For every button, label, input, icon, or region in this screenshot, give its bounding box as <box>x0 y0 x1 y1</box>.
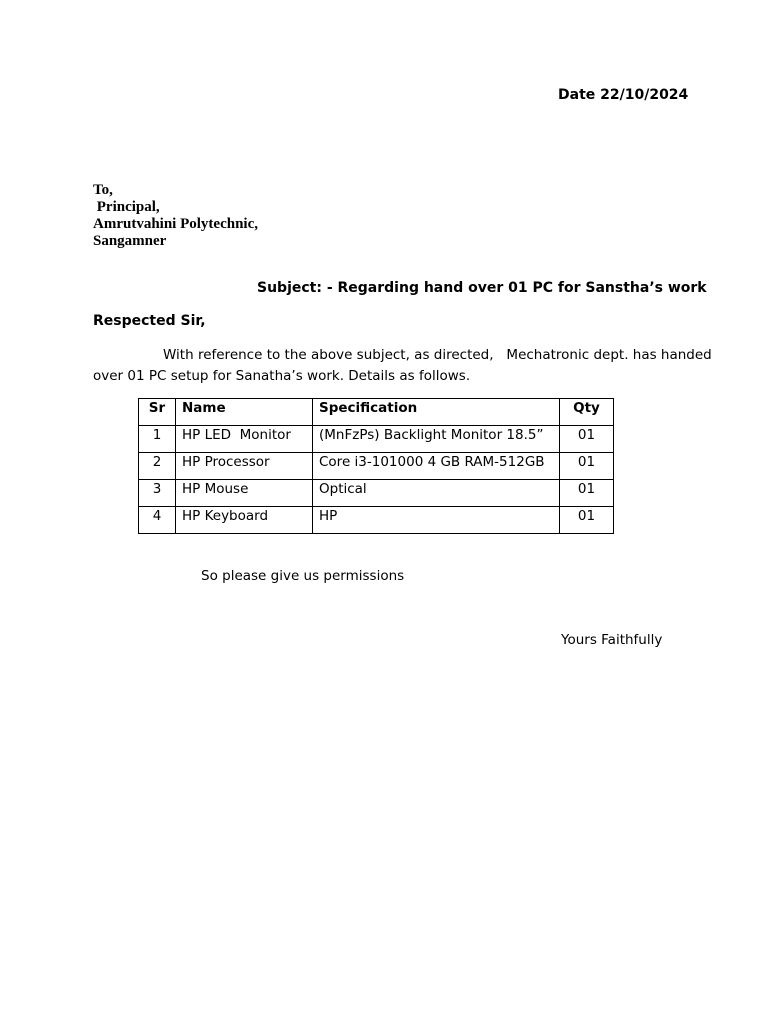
table-row <box>139 480 614 507</box>
closing-signoff: Yours Faithfully <box>561 632 663 648</box>
body-line-2: over 01 PC setup for Sanatha’s work. Details as follows. <box>93 368 471 384</box>
salutation: Respected Sir, <box>93 313 206 329</box>
cell-qty: 01 <box>560 426 614 453</box>
cell-name: HP LED Monitor <box>176 426 313 453</box>
cell-name: HP Processor <box>176 453 313 480</box>
equipment-table <box>138 398 614 534</box>
letter-date: Date 22/10/2024 <box>558 87 689 103</box>
address-line-institution: Amrutvahini Polytechnic, <box>93 216 258 232</box>
cell-qty: 01 <box>560 480 614 507</box>
header-sr: Sr <box>139 399 176 426</box>
header-name: Name <box>176 399 313 426</box>
cell-sr: 4 <box>139 507 176 534</box>
address-line-title: Principal, <box>93 199 160 215</box>
cell-specification: Core i3-101000 4 GB RAM-512GB <box>313 453 560 480</box>
cell-qty: 01 <box>560 507 614 534</box>
cell-specification: (MnFzPs) Backlight Monitor 18.5” <box>313 426 560 453</box>
subject-line: Subject: - Regarding hand over 01 PC for Sanstha’s work <box>257 280 707 296</box>
cell-name: HP Keyboard <box>176 507 313 534</box>
address-line-city: Sangamner <box>93 233 167 249</box>
cell-qty: 01 <box>560 453 614 480</box>
table-row <box>139 453 614 480</box>
table-header-row <box>139 399 614 426</box>
table-row <box>139 426 614 453</box>
cell-sr: 3 <box>139 480 176 507</box>
recipient-address <box>93 182 258 250</box>
body-line-1: With reference to the above subject, as directed, Mechatronic dept. has handed <box>163 347 712 363</box>
address-line-to: To, <box>93 182 113 198</box>
cell-sr: 1 <box>139 426 176 453</box>
body-paragraph <box>93 345 712 387</box>
header-qty: Qty <box>560 399 614 426</box>
permission-request: So please give us permissions <box>201 568 405 584</box>
cell-name: HP Mouse <box>176 480 313 507</box>
cell-specification: Optical <box>313 480 560 507</box>
header-specification: Specification <box>313 399 560 426</box>
cell-specification: HP <box>313 507 560 534</box>
table-row <box>139 507 614 534</box>
cell-sr: 2 <box>139 453 176 480</box>
